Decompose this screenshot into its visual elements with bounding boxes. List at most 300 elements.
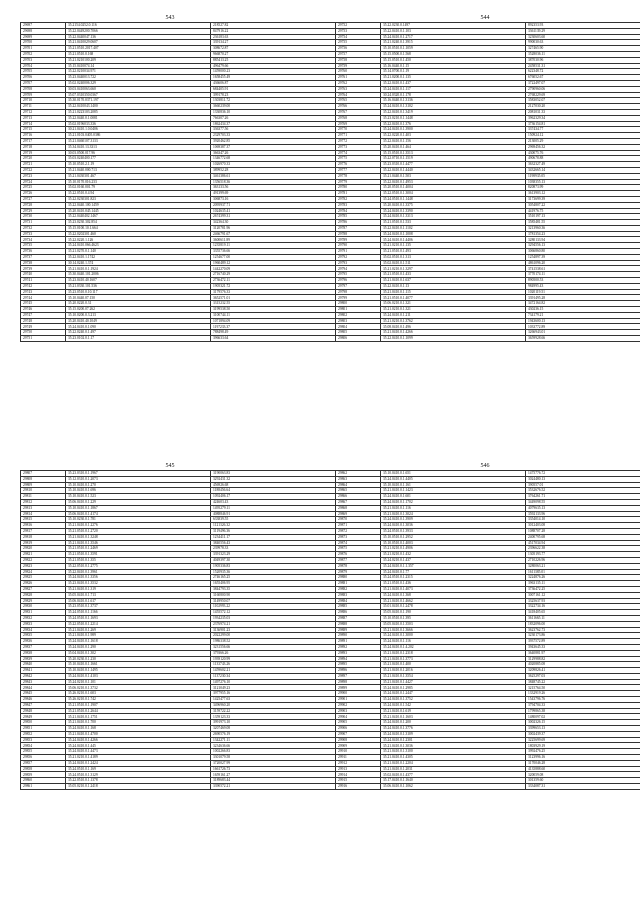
code-cell: 35.06.0410.0.1.4174 xyxy=(66,511,211,517)
code-cell: 35.06.0410.0.1.229 xyxy=(66,499,211,505)
code-cell: 35.23.0230.302.854 xyxy=(66,220,211,226)
row-number-cell: 29748 xyxy=(21,318,66,324)
row-number-cell: 29894 xyxy=(336,656,381,662)
row-number-cell: 29726 xyxy=(21,191,66,197)
code-cell: 35.24.0510.0.1.1448 xyxy=(381,196,526,202)
row-number-cell: 29780 xyxy=(336,185,381,191)
row-number-cell: 29777 xyxy=(336,167,381,173)
amount-cell: 3190063.83 xyxy=(211,471,336,477)
amount-cell: 4517034.94 xyxy=(526,540,640,546)
amount-cell: 1092406.17 xyxy=(211,494,336,500)
row-number-cell: 29844 xyxy=(21,685,66,691)
code-cell: 35.05.0410.0.1.190 xyxy=(381,610,526,616)
code-cell: 35.23.0310.0.1.1967 xyxy=(66,471,211,477)
row-number-cell: 29753 xyxy=(336,28,381,34)
page-number: 544 xyxy=(480,15,490,21)
amount-cell: 3741538.61 xyxy=(526,266,640,272)
row-number-cell: 29897 xyxy=(336,673,381,679)
amount-cell: 1799865.38 xyxy=(526,708,640,714)
row-number-cell: 29766 xyxy=(336,104,381,110)
code-cell: 35.05.0410.0.1.3503 xyxy=(381,621,526,627)
code-cell: 35.21.0200.0.1.135 xyxy=(381,75,526,81)
row-number-cell: 29725 xyxy=(21,185,66,191)
row-number-cell: 29792 xyxy=(336,254,381,260)
amount-cell: 4861096.20 xyxy=(526,260,640,266)
code-cell: 35.21.0410.0.1.3100 xyxy=(381,749,526,755)
code-cell: 35.21.0410.0.1.116 xyxy=(381,505,526,511)
code-cell: 35.22.0410.0.1.4440 xyxy=(381,167,526,173)
amount-cell: 3054807.22 xyxy=(526,202,640,208)
row-number-cell: 29829 xyxy=(21,598,66,604)
amount-cell: 1960489.12 xyxy=(211,260,336,266)
row-number-cell: 29804 xyxy=(336,324,381,330)
amount-cell: 327465.90 xyxy=(526,46,640,52)
amount-cell: 1026970.33 xyxy=(211,162,336,168)
amount-cell: 3592133.96 xyxy=(526,511,640,517)
code-cell: 35.21.0410.0.1.4266 xyxy=(381,330,526,336)
code-cell: 35.08.0410.0.1.496 xyxy=(381,324,526,330)
row-number-cell: 29776 xyxy=(336,162,381,168)
amount-cell: 1659161.27 xyxy=(211,772,336,778)
code-cell: 30.21.0410.1.0.0406 xyxy=(66,127,211,133)
amount-cell: 3315232.55 xyxy=(211,301,336,307)
amount-cell: 2790960.06 xyxy=(526,86,640,92)
amount-cell: 2768229.69 xyxy=(526,92,640,98)
amount-cell: 2127030.20 xyxy=(526,104,640,110)
amount-cell: 3659928.66 xyxy=(526,336,640,342)
row-number-cell: 29733 xyxy=(21,231,66,237)
code-cell: 35.21.0510.0.1.493 xyxy=(381,249,526,255)
amount-cell: 1254677.00 xyxy=(211,254,336,260)
row-number-cell: 29811 xyxy=(21,494,66,500)
code-cell: 35.24.0410.0.1.3036 xyxy=(381,523,526,529)
amount-cell: 150924.12 xyxy=(526,133,640,139)
row-number-cell: 29878 xyxy=(336,563,381,569)
code-cell: 35.15.0200.07.262 xyxy=(66,307,211,313)
code-cell: 35.2154.0252.0.116 xyxy=(66,23,211,29)
code-cell: 35.16.0440.0.1.3136 xyxy=(381,98,526,104)
amount-cell: 2329703.33 xyxy=(211,133,336,139)
row-number-cell: 29716 xyxy=(21,133,66,139)
amount-cell: 2716740.29 xyxy=(211,272,336,278)
row-number-cell: 29842 xyxy=(21,673,66,679)
amount-cell: 1133743.26 xyxy=(211,662,336,668)
row-number-cell: 29803 xyxy=(336,318,381,324)
amount-cell: 441976.75 xyxy=(526,208,640,214)
row-number-cell: 29818 xyxy=(21,534,66,540)
row-number-cell: 29816 xyxy=(21,523,66,529)
row-number-cell: 29715 xyxy=(21,127,66,133)
row-number-cell: 29762 xyxy=(336,80,381,86)
code-cell: 35.21.0410.0.1.1603 xyxy=(381,714,526,720)
code-cell: 35.21.0210.0.1.3297 xyxy=(381,266,526,272)
code-cell: 35.10.0410.0.1.161 xyxy=(381,482,526,488)
amount-cell: 1303811.72 xyxy=(211,98,336,104)
amount-cell: 3209826.41 xyxy=(526,668,640,674)
code-cell: 35.22.0410.0.1.3419 xyxy=(381,109,526,115)
row-number-cell: 29738 xyxy=(21,260,66,266)
row-number-cell: 29791 xyxy=(336,249,381,255)
table-row xyxy=(336,784,640,790)
amount-cell: 633839.55 xyxy=(211,517,336,523)
row-number-cell: 29789 xyxy=(336,237,381,243)
code-cell: 35.24.0210.0.1.437 xyxy=(381,557,526,563)
code-cell: 35.14.0700.0.1.19 xyxy=(381,69,526,75)
row-number-cell: 29730 xyxy=(21,214,66,220)
amount-cell: 1197233.37 xyxy=(211,324,336,330)
amount-cell: 3225699.69 xyxy=(526,737,640,743)
row-number-cell: 29739 xyxy=(21,266,66,272)
row-number-cell: 29860 xyxy=(21,778,66,784)
code-cell: 35.21.0410.0.1.2204 xyxy=(381,760,526,766)
code-cell: 35.23.0510.0.1.3737 xyxy=(66,604,211,610)
row-number-cell: 29798 xyxy=(336,289,381,295)
amount-cell: 2746165.25 xyxy=(211,575,336,581)
row-number-cell: 29826 xyxy=(21,581,66,587)
amount-cell: 1346772.68 xyxy=(211,156,336,162)
row-number-cell: 29785 xyxy=(336,214,381,220)
row-number-cell: 29734 xyxy=(21,237,66,243)
code-cell: 35.24.0410.0.1.4.202 xyxy=(381,644,526,650)
code-cell: 35.24.0410.0.1.290 xyxy=(66,644,211,650)
row-number-cell: 29717 xyxy=(21,138,66,144)
code-cell: 35.24.0410.0.1.4266 xyxy=(66,737,211,743)
page-543 xyxy=(20,14,320,342)
amount-cell: 3002439.37 xyxy=(526,731,640,737)
row-number-cell: 29729 xyxy=(21,208,66,214)
code-cell: 35.22.0410.0.1.1102 xyxy=(381,225,526,231)
row-number-cell: 29838 xyxy=(21,650,66,656)
code-cell: 35.21.0510.0.1.1907 xyxy=(66,702,211,708)
table-row xyxy=(336,336,640,342)
row-number-cell: 29742 xyxy=(21,283,66,289)
code-cell: 35.06.0410.0.1.617 xyxy=(66,598,211,604)
code-cell: 35.01.0410.0.1.2478 xyxy=(381,604,526,610)
row-number-cell: 29727 xyxy=(21,196,66,202)
row-number-cell: 29808 xyxy=(21,476,66,482)
amount-cell: 430236.15 xyxy=(526,307,640,313)
row-number-cell: 29906 xyxy=(336,726,381,732)
row-number-cell: 29761 xyxy=(336,75,381,81)
amount-cell: 966870.27 xyxy=(211,51,336,57)
code-cell: 35.24.0410.0.1.211 xyxy=(381,312,526,318)
amount-cell: 363133.56 xyxy=(211,185,336,191)
amount-cell: 3334087.31 xyxy=(526,784,640,790)
amount-cell: 3224876.26 xyxy=(526,575,640,581)
row-number-cell: 29773 xyxy=(336,144,381,150)
row-number-cell: 29848 xyxy=(21,708,66,714)
code-cell: 35.21.0240.0.1.3915 xyxy=(381,40,526,46)
amount-cell: 4135888.60 xyxy=(526,766,640,772)
code-cell: 35.21.0270.0.1.140 xyxy=(66,249,211,255)
row-number-cell: 29769 xyxy=(336,121,381,127)
amount-cell: 1359123.33 xyxy=(211,714,336,720)
row-number-cell: 29871 xyxy=(336,523,381,529)
amount-cell: 3510197.13 xyxy=(526,214,640,220)
code-cell: 35.21.0410.0.1.1423 xyxy=(381,488,526,494)
row-number-cell: 29845 xyxy=(21,691,66,697)
amount-cell: 766307.26 xyxy=(211,115,336,121)
code-cell: 35.24.0410.0.1.3102 xyxy=(381,104,526,110)
amount-cell: 3390572.21 xyxy=(211,784,336,790)
amount-cell: 456926.68 xyxy=(211,482,336,488)
amount-cell: 3230173.86 xyxy=(526,633,640,639)
row-number-cell: 29881 xyxy=(336,581,381,587)
amount-cell: 3294556.13 xyxy=(526,243,640,249)
amount-cell: 3660239.00 xyxy=(211,104,336,110)
row-number-cell: 29809 xyxy=(21,482,66,488)
amount-cell: 379366.26 xyxy=(211,650,336,656)
row-number-cell: 29714 xyxy=(21,121,66,127)
row-number-cell: 29854 xyxy=(21,743,66,749)
code-cell: 35.22.0410.0.1.13 xyxy=(381,283,526,289)
amount-cell: 1425477.63 xyxy=(211,697,336,703)
code-cell: 35.21.0510.0.1.533 xyxy=(381,220,526,226)
amount-cell: 3136901.23 xyxy=(211,627,336,633)
row-number-cell: 29810 xyxy=(21,488,66,494)
code-cell: 35.21.0210.0.1.3762 xyxy=(381,318,526,324)
code-cell: 35.22.0230.0.1497 xyxy=(381,23,526,29)
code-cell: 35.21.0510.0.1.2720 xyxy=(66,528,211,534)
row-number-cell: 29801 xyxy=(336,307,381,313)
row-number-cell: 29893 xyxy=(336,650,381,656)
row-number-cell: 29788 xyxy=(336,231,381,237)
code-cell: 35.21.0210.0.1.4906 xyxy=(381,546,526,552)
amount-cell: 1254897.39 xyxy=(526,254,640,260)
amount-cell: 1121326.32 xyxy=(211,523,336,529)
code-cell: 35.06.0210.0.1.3732 xyxy=(66,685,211,691)
code-cell: 35.24.0510.0.1.1166 xyxy=(66,610,211,616)
amount-cell: 2969456.32 xyxy=(526,144,640,150)
code-cell: 35.16.0440.0.1.15 xyxy=(381,63,526,69)
amount-cell: 3325637.93 xyxy=(526,598,640,604)
code-cell: 35.24.0410.066.4623 xyxy=(66,243,211,249)
row-number-cell: 29772 xyxy=(336,138,381,144)
row-number-cell: 29823 xyxy=(21,563,66,569)
code-cell: 35.24.0410.0.1.542 xyxy=(381,702,526,708)
row-number-cell: 29876 xyxy=(336,552,381,558)
code-cell: 35.21.0210.0.1.432 xyxy=(381,552,526,558)
code-cell: 35.22.0510.0.1.1378 xyxy=(66,778,211,784)
amount-cell: 218527.82 xyxy=(211,23,336,29)
row-number-cell: 29763 xyxy=(336,86,381,92)
code-cell: 35.24.0410.0.1.3313 xyxy=(381,214,526,220)
amount-cell: 4020885.08 xyxy=(526,662,640,668)
row-number-cell: 29722 xyxy=(21,167,66,173)
amount-cell: 1235819.11 xyxy=(211,243,336,249)
amount-cell: 3199538.50 xyxy=(211,307,336,313)
code-cell: 35.21.0410.0.1.1751 xyxy=(66,714,211,720)
amount-cell: 1655406.95 xyxy=(211,581,336,587)
code-cell: 35.23.0102.0.1.17 xyxy=(66,336,211,342)
amount-cell: 3231556.66 xyxy=(211,644,336,650)
code-cell: 35.21.0410.0.1.115 xyxy=(381,289,526,295)
amount-cell: 2081031.33 xyxy=(526,109,640,115)
code-cell: 35.21.0410.0.1.700 xyxy=(66,720,211,726)
code-cell: 35.10.0410.0.1.1661 xyxy=(66,662,211,668)
code-cell: 35.24.0410.0.1.4406 xyxy=(381,237,526,243)
amount-cell: 390557.01 xyxy=(526,482,640,488)
amount-cell: 320059.08 xyxy=(526,772,640,778)
amount-cell: 3391323.29 xyxy=(211,552,336,558)
amount-cell: 3640881.97 xyxy=(526,650,640,656)
amount-cell: 2396622.38 xyxy=(526,546,640,552)
row-number-cell: 29787 xyxy=(336,225,381,231)
code-cell: 35.22.0440402.1467 xyxy=(66,214,211,220)
amount-cell: 1330836.10 xyxy=(211,109,336,115)
amount-cell: 3461386.61 xyxy=(211,173,336,179)
row-number-cell: 29758 xyxy=(336,57,381,63)
code-cell: 35.24.0410.0.1.3776 xyxy=(381,726,526,732)
row-number-cell: 29877 xyxy=(336,557,381,563)
code-cell: 35.21.0430301.467 xyxy=(66,173,211,179)
code-cell: 35.24.0410.0.1.2985 xyxy=(381,685,526,691)
page-545 xyxy=(20,462,320,790)
amount-cell: 3280133.94 xyxy=(526,237,640,243)
code-cell: 35.20.0410.0.1.3375 xyxy=(381,202,526,208)
amount-cell: 2458531.31 xyxy=(526,63,640,69)
amount-cell: 3623762.73 xyxy=(526,627,640,633)
row-number-cell: 29743 xyxy=(21,289,66,295)
row-number-cell: 29737 xyxy=(21,254,66,260)
code-cell: 35.24.0410.0.1.77 xyxy=(381,569,526,575)
code-cell: 35.24.0410.0.1.1008 xyxy=(381,231,526,237)
row-number-cell: 29835 xyxy=(21,633,66,639)
code-cell: 35.22.0410043.1400 xyxy=(66,104,211,110)
row-number-cell: 29836 xyxy=(21,639,66,645)
amount-cell: 1356518.36 xyxy=(211,179,336,185)
code-cell: 35.21.0410.0.1.2031 xyxy=(381,766,526,772)
amount-cell: 3120781.96 xyxy=(211,225,336,231)
code-cell: 35.21.0223103.2085 xyxy=(66,109,211,115)
code-cell: 35.23.0510.0.10.117 xyxy=(66,289,211,295)
row-number-cell: 29728 xyxy=(21,202,66,208)
amount-cell: 847916.22 xyxy=(211,28,336,34)
amount-cell: 4079635.13 xyxy=(526,505,640,511)
amount-cell: 984995.43 xyxy=(526,283,640,289)
row-number-cell: 29736 xyxy=(21,249,66,255)
amount-cell: 3770174.11 xyxy=(526,272,640,278)
code-cell: 35.10.0170.016.233 xyxy=(66,179,211,185)
amount-cell: 3292431.32 xyxy=(211,476,336,482)
amount-cell: 3207469.08 xyxy=(211,726,336,732)
row-number-cell: 29786 xyxy=(336,220,381,226)
code-cell: 35.30.0440.101.2006 xyxy=(66,272,211,278)
code-cell: 35.24.0510.0.1.1693 xyxy=(66,615,211,621)
row-number-cell: 29900 xyxy=(336,691,381,697)
amount-cell: 491399.69 xyxy=(211,191,336,197)
row-number-cell: 29907 xyxy=(336,731,381,737)
code-cell: 35.21.0510.0.1.355 xyxy=(66,557,211,563)
code-cell: 35.21.0410.0.1.4700 xyxy=(66,731,211,737)
row-number-cell: 29872 xyxy=(336,528,381,534)
code-cell: 35.12.0310.0.1.2073 xyxy=(66,476,211,482)
row-number-cell: 29909 xyxy=(336,743,381,749)
row-number-cell: 29799 xyxy=(336,295,381,301)
code-cell: 35.23.0410.0.1.3532 xyxy=(66,581,211,587)
row-number-cell: 29833 xyxy=(21,621,66,627)
row-number-cell: 29749 xyxy=(21,324,66,330)
amount-cell: 1803929.19 xyxy=(526,743,640,749)
code-cell: 35.10.0510.2.1.19 xyxy=(66,162,211,168)
row-number-cell: 29839 xyxy=(21,656,66,662)
amount-cell: 2466791.67 xyxy=(211,231,336,237)
code-cell: 35.10.0510.0.1.4003 xyxy=(381,540,526,546)
row-number-cell: 29905 xyxy=(336,720,381,726)
amount-cell: 1480097.02 xyxy=(526,714,640,720)
code-cell: 35.21.0410.0.1.4427 xyxy=(381,679,526,685)
code-cell: 35.20.0410.40.1049 xyxy=(66,318,211,324)
code-cell: 35.21.0410.0.1.3773 xyxy=(381,656,526,662)
row-number-cell: 29706 xyxy=(21,75,66,81)
code-cell: 35.22.0210034.971 xyxy=(66,69,211,75)
amount-cell: 1661726.73 xyxy=(211,766,336,772)
amount-cell: 3840556.43 xyxy=(211,540,336,546)
page-number: 543 xyxy=(165,15,175,21)
code-cell: 35.24.0410.0.1.4405 xyxy=(381,476,526,482)
amount-cell: 3159722.22 xyxy=(211,708,336,714)
amount-cell: 1198935.05 xyxy=(526,173,640,179)
code-cell: 35.21.0510.0.1.4077 xyxy=(381,295,526,301)
row-number-cell: 29837 xyxy=(21,644,66,650)
row-number-cell: 29885 xyxy=(336,604,381,610)
code-cell: 35.21.0210100.209 xyxy=(66,57,211,63)
code-cell: 35.10.0410.0.1.696 xyxy=(66,488,211,494)
amount-cell: 885413.25 xyxy=(211,57,336,63)
amount-cell: 3121049.23 xyxy=(211,685,336,691)
amount-cell: 3611665.11 xyxy=(526,615,640,621)
row-number-cell: 29867 xyxy=(336,499,381,505)
row-number-cell: 29702 xyxy=(21,51,66,57)
amount-cell: 3943645.33 xyxy=(526,644,640,650)
code-cell: 35.24.0410.0.1.1618 xyxy=(66,639,211,645)
code-cell: 35.22.0230301.823 xyxy=(66,196,211,202)
amount-cell: 3583052.07 xyxy=(526,98,640,104)
code-cell: 35.21.0440.0.1.503 xyxy=(381,173,526,179)
row-number-cell: 29887 xyxy=(336,615,381,621)
code-cell: 35.10.0440.07.150 xyxy=(66,295,211,301)
code-cell: 35.20.0410.045.1445 xyxy=(66,208,211,214)
code-cell: 35.21.0410.0.1.400 xyxy=(381,662,526,668)
amount-cell: 3170046.28 xyxy=(526,760,640,766)
code-cell: 35.24.0410.0.1.090 xyxy=(66,324,211,330)
code-cell: 35.22.0220.0.1.403 xyxy=(381,133,526,139)
code-cell: 35.24.0410.0.1.3752 xyxy=(381,697,526,703)
code-cell: 35.24.0410.0.1.2447 xyxy=(381,691,526,697)
row-number-cell: 29902 xyxy=(336,702,381,708)
row-number-cell: 29869 xyxy=(336,511,381,517)
code-cell: 35.15.0510.0.1.450 xyxy=(381,57,526,63)
code-cell: 35.06.0210.0.1.321 xyxy=(381,301,526,307)
code-cell: 35.22.0510.0.4.94 xyxy=(66,191,211,197)
code-cell: 35.21.0410.0.1.4073 xyxy=(381,586,526,592)
amount-cell: 3179576.33 xyxy=(211,289,336,295)
amount-cell: 399178.23 xyxy=(211,92,336,98)
code-cell: 35.21.0330.101.536 xyxy=(66,283,211,289)
amount-cell: 3722497.07 xyxy=(526,80,640,86)
amount-cell: 622348.72 xyxy=(526,69,640,75)
row-number-cell: 29771 xyxy=(336,133,381,139)
row-number-cell: 29704 xyxy=(21,63,66,69)
code-cell: 35.21.0510.0.1.2469 xyxy=(66,546,211,552)
code-cell: 35.24.0410.0.1.2717 xyxy=(381,34,526,40)
amount-cell: 1832096.00 xyxy=(526,621,640,627)
row-number-cell: 29783 xyxy=(336,202,381,208)
code-cell: 35.10.0410.0.1.523 xyxy=(66,494,211,500)
row-number-cell: 29770 xyxy=(336,127,381,133)
row-number-cell: 29846 xyxy=(21,697,66,703)
row-number-cell: 29757 xyxy=(336,51,381,57)
